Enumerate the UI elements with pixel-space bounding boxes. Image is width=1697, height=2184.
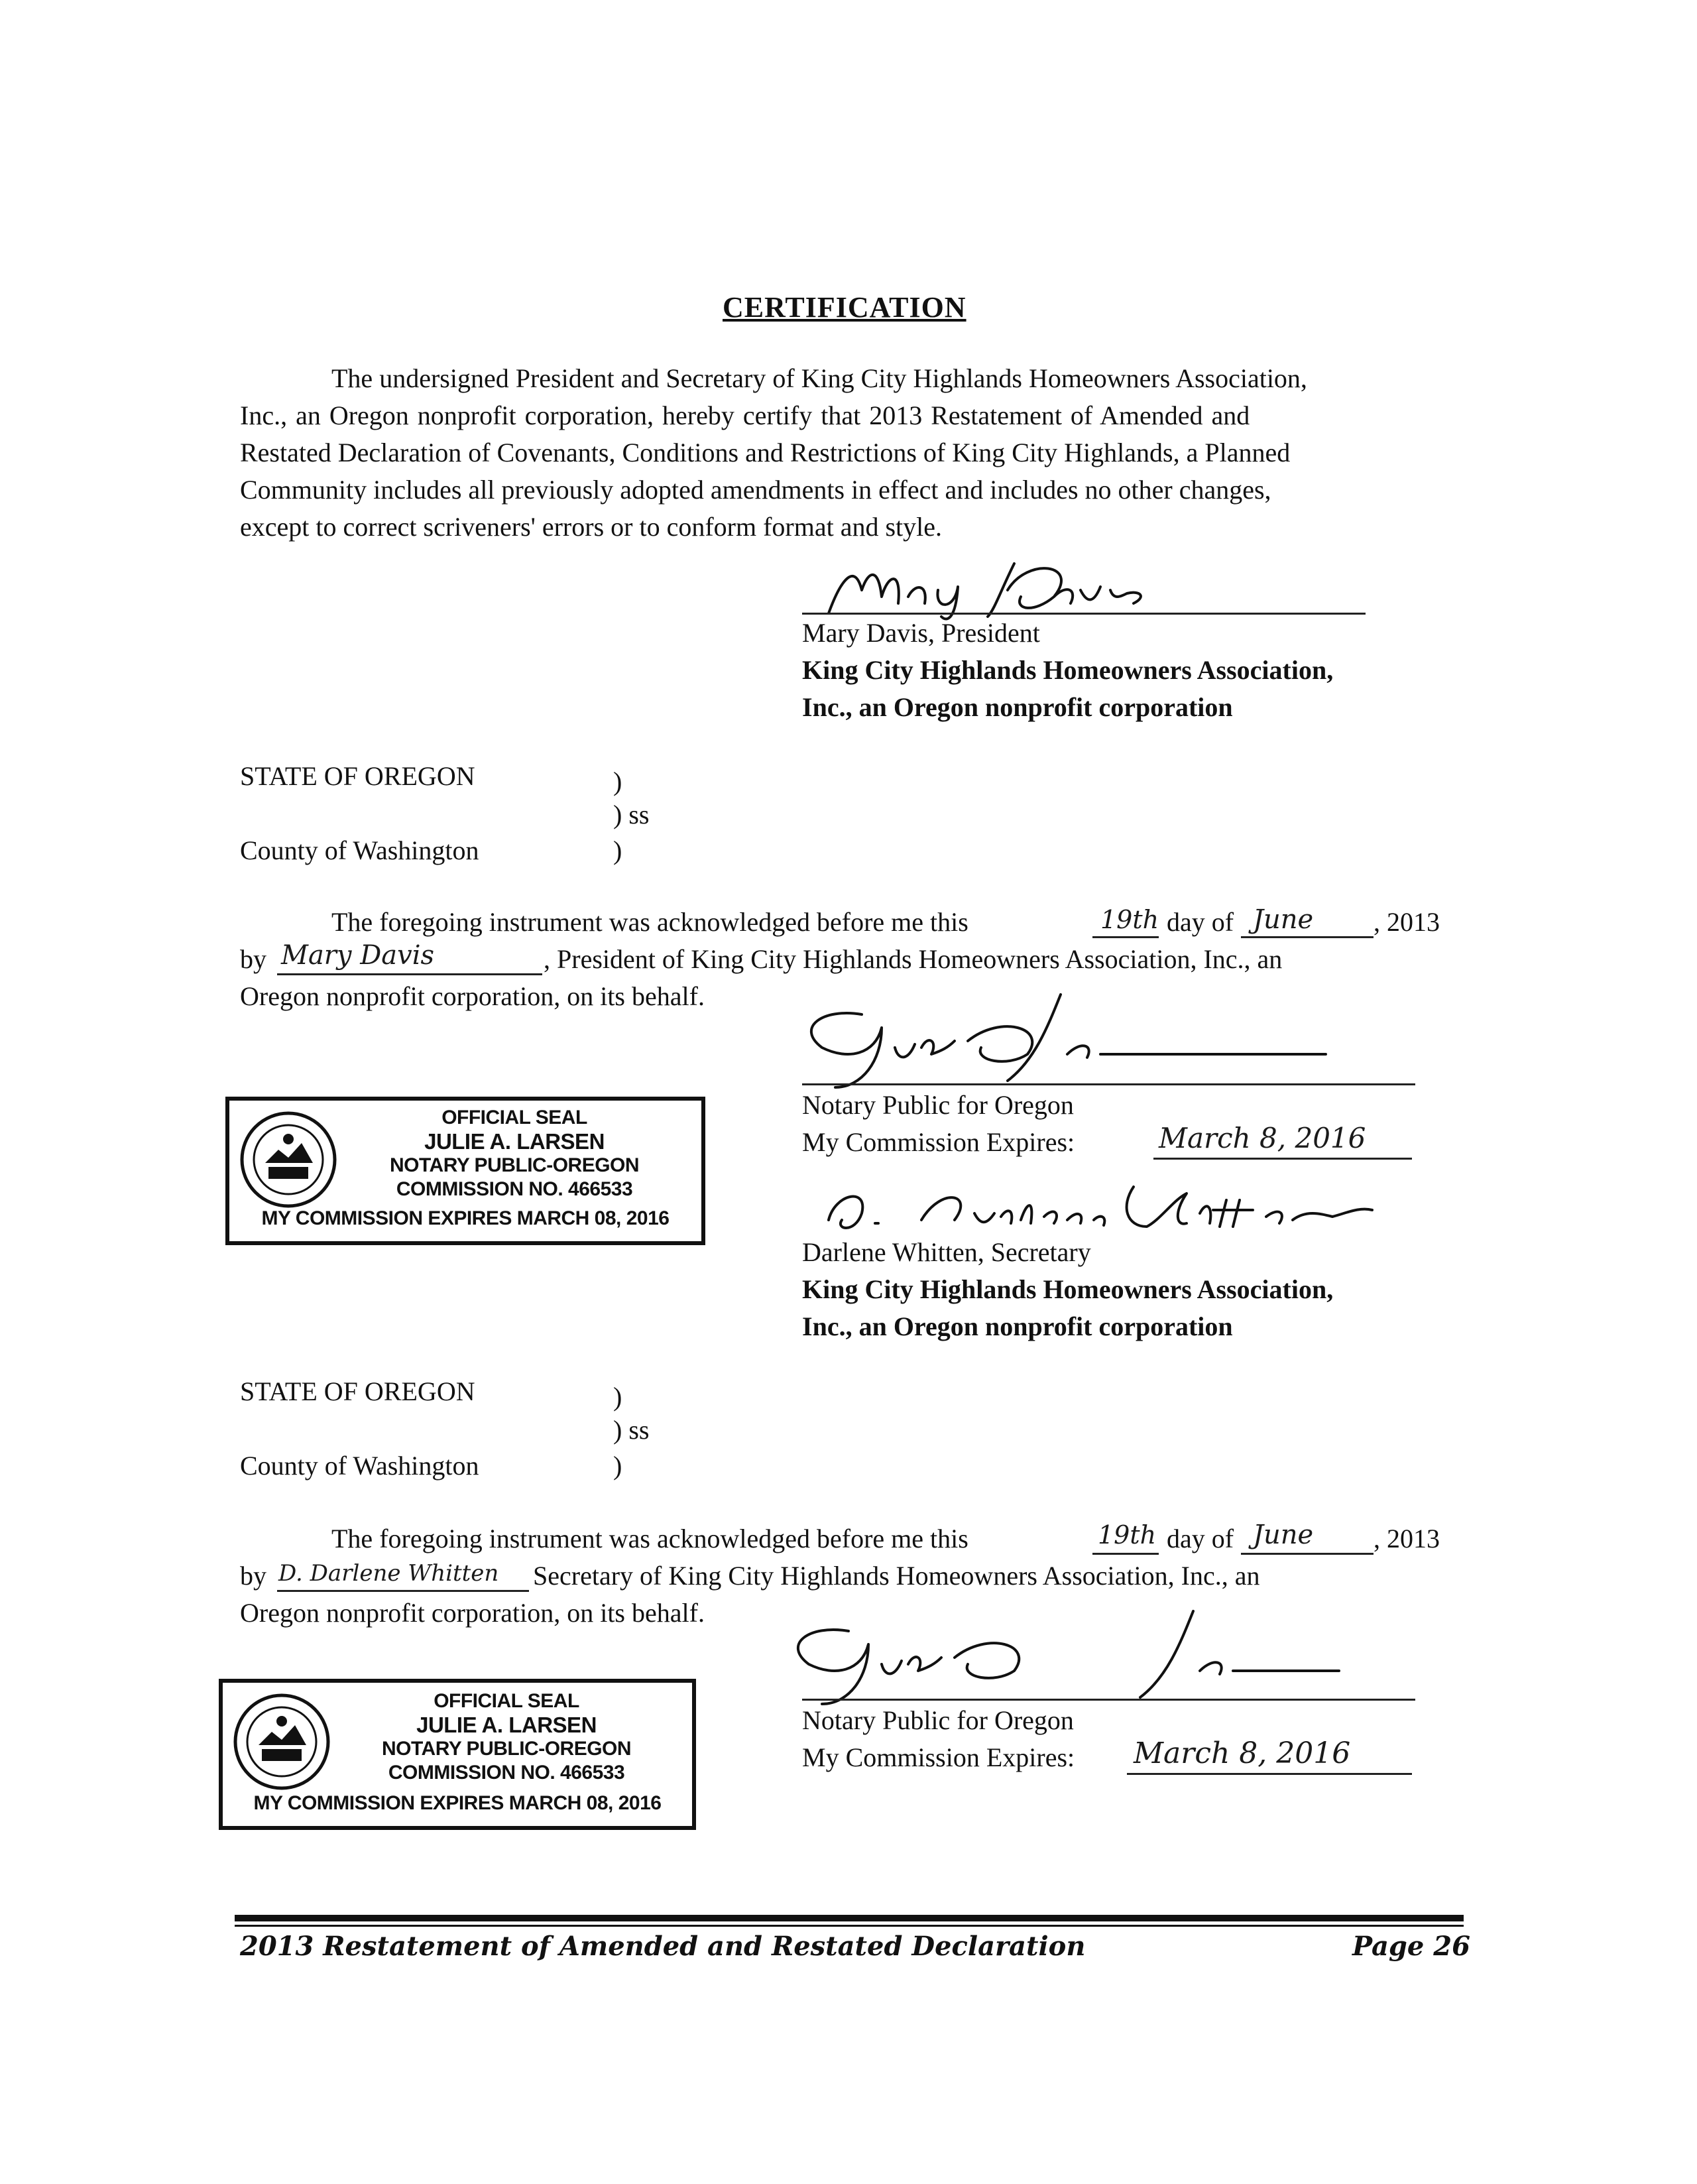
footer-rule-thick bbox=[235, 1915, 1464, 1921]
notary-expires-label-2: My Commission Expires: bbox=[802, 1742, 1075, 1772]
ack2-text-a: The foregoing instrument was acknowledged before me this bbox=[331, 1524, 968, 1553]
ack2-year: , 2013 bbox=[1374, 1524, 1440, 1553]
venue-ss-1: ) ss bbox=[613, 800, 650, 829]
footer-page-number: Page 26 bbox=[1352, 1931, 1470, 1962]
notary-signature-image-2 bbox=[769, 1605, 1352, 1711]
oregon-seal-icon bbox=[232, 1692, 331, 1791]
ack1-text-d: Oregon nonprofit corporation, on its behalf. bbox=[240, 981, 705, 1011]
notary-expires-value-1: March 8, 2016 bbox=[1159, 1122, 1366, 1154]
ack2-text-d: Oregon nonprofit corporation, on its behalf. bbox=[240, 1598, 705, 1628]
seal-line-1: OFFICIAL SEAL bbox=[441, 1107, 587, 1128]
paragraph-line-3: Restated Declaration of Covenants, Conditions and Restrictions of King City Highlands, a Planned bbox=[240, 438, 1291, 467]
ack2-month-line bbox=[1241, 1553, 1374, 1555]
paragraph-line-1: The undersigned President and Secretary of King City Highlands Homeowners Association, bbox=[331, 363, 1307, 393]
ack1-signer-line bbox=[277, 973, 542, 975]
oregon-seal-icon bbox=[239, 1110, 338, 1209]
notary-signature-line-1 bbox=[802, 1083, 1415, 1085]
ack1-signer: Mary Davis bbox=[281, 940, 435, 971]
footer-document-title: 2013 Restatement of Amended and Restated Declaration bbox=[240, 1931, 1086, 1962]
seal-line-3: NOTARY PUBLIC-OREGON bbox=[381, 1738, 632, 1760]
seal-line-2: JULIE A. LARSEN bbox=[424, 1129, 605, 1154]
venue-county-2: County of Washington bbox=[240, 1451, 479, 1481]
venue-county-1: County of Washington bbox=[240, 835, 479, 865]
ack1-month: June bbox=[1253, 904, 1314, 935]
venue-paren-1a: ) bbox=[613, 766, 622, 796]
secretary-org-line-1: King City Highlands Homeowners Association, bbox=[802, 1274, 1334, 1304]
notary-expires-label-1: My Commission Expires: bbox=[802, 1127, 1075, 1157]
notary-signature-image-1 bbox=[782, 988, 1366, 1094]
ack2-signer: D. Darlene Whitten bbox=[278, 1560, 499, 1587]
secretary-org-line-2: Inc., an Oregon nonprofit corporation bbox=[802, 1311, 1233, 1341]
ack1-year: , 2013 bbox=[1374, 907, 1440, 937]
notary-signature-line-2 bbox=[802, 1699, 1415, 1701]
ack2-text-c: Secretary of King City Highlands Homeowners Association, Inc., an bbox=[533, 1561, 1260, 1591]
footer-rule-thin bbox=[235, 1925, 1464, 1927]
ack2-month: June bbox=[1253, 1520, 1314, 1550]
seal-line-2: JULIE A. LARSEN bbox=[416, 1713, 597, 1737]
venue-paren-1b: ) bbox=[613, 835, 622, 865]
ack1-by: by bbox=[240, 944, 266, 974]
venue-ss-2: ) ss bbox=[613, 1415, 650, 1445]
notary-expires-value-2: March 8, 2016 bbox=[1134, 1736, 1351, 1770]
venue-state-1: STATE OF OREGON bbox=[240, 761, 475, 791]
ack2-text-b: day of bbox=[1167, 1524, 1234, 1553]
venue-paren-2b: ) bbox=[613, 1451, 622, 1481]
venue-paren-2a: ) bbox=[613, 1382, 622, 1412]
ack1-text-c: , President of King City Highlands Homeowners Association, Inc., an bbox=[544, 944, 1283, 974]
president-org-line-1: King City Highlands Homeowners Association, bbox=[802, 655, 1334, 685]
ack2-by: by bbox=[240, 1561, 266, 1591]
notary-title-1: Notary Public for Oregon bbox=[802, 1090, 1074, 1120]
ack1-day: 19th bbox=[1100, 905, 1159, 934]
venue-state-2: STATE OF OREGON bbox=[240, 1376, 475, 1406]
notary-expires-line-1 bbox=[1153, 1158, 1412, 1160]
seal-line-3: NOTARY PUBLIC-OREGON bbox=[389, 1154, 640, 1176]
president-org-line-2: Inc., an Oregon nonprofit corporation bbox=[802, 692, 1233, 722]
ack2-day: 19th bbox=[1098, 1520, 1157, 1549]
seal-line-5: MY COMMISSION EXPIRES MARCH 08, 2016 bbox=[261, 1207, 670, 1229]
paragraph-line-4: Community includes all previously adopted amendments in effect and includes no other changes, bbox=[240, 475, 1271, 505]
paragraph-line-5: except to correct scriveners' errors or to conform format and style. bbox=[240, 512, 943, 542]
seal-line-1: OFFICIAL SEAL bbox=[434, 1690, 579, 1712]
ack1-text-a: The foregoing instrument was acknowledged before me this bbox=[331, 907, 968, 937]
notary-title-2: Notary Public for Oregon bbox=[802, 1705, 1074, 1735]
seal-line-4: COMMISSION NO. 466533 bbox=[396, 1178, 633, 1200]
ack1-text-b: day of bbox=[1167, 907, 1234, 937]
secretary-name: Darlene Whitten, Secretary bbox=[802, 1237, 1091, 1267]
notary-expires-line-2 bbox=[1127, 1773, 1412, 1775]
seal-line-4: COMMISSION NO. 466533 bbox=[388, 1762, 625, 1784]
document-title: CERTIFICATION bbox=[723, 291, 966, 324]
paragraph-line-2: Inc., an Oregon nonprofit corporation, hereby certify that 2013 Restatement of Amended and bbox=[240, 400, 1250, 430]
secretary-signature-image bbox=[815, 1174, 1392, 1240]
notary-seal-1 bbox=[225, 1097, 705, 1245]
notary-seal-2 bbox=[219, 1679, 696, 1830]
president-name: Mary Davis, President bbox=[802, 618, 1040, 648]
seal-line-5: MY COMMISSION EXPIRES MARCH 08, 2016 bbox=[253, 1792, 662, 1814]
ack2-day-line bbox=[1092, 1553, 1159, 1555]
president-signature-line bbox=[802, 613, 1366, 615]
